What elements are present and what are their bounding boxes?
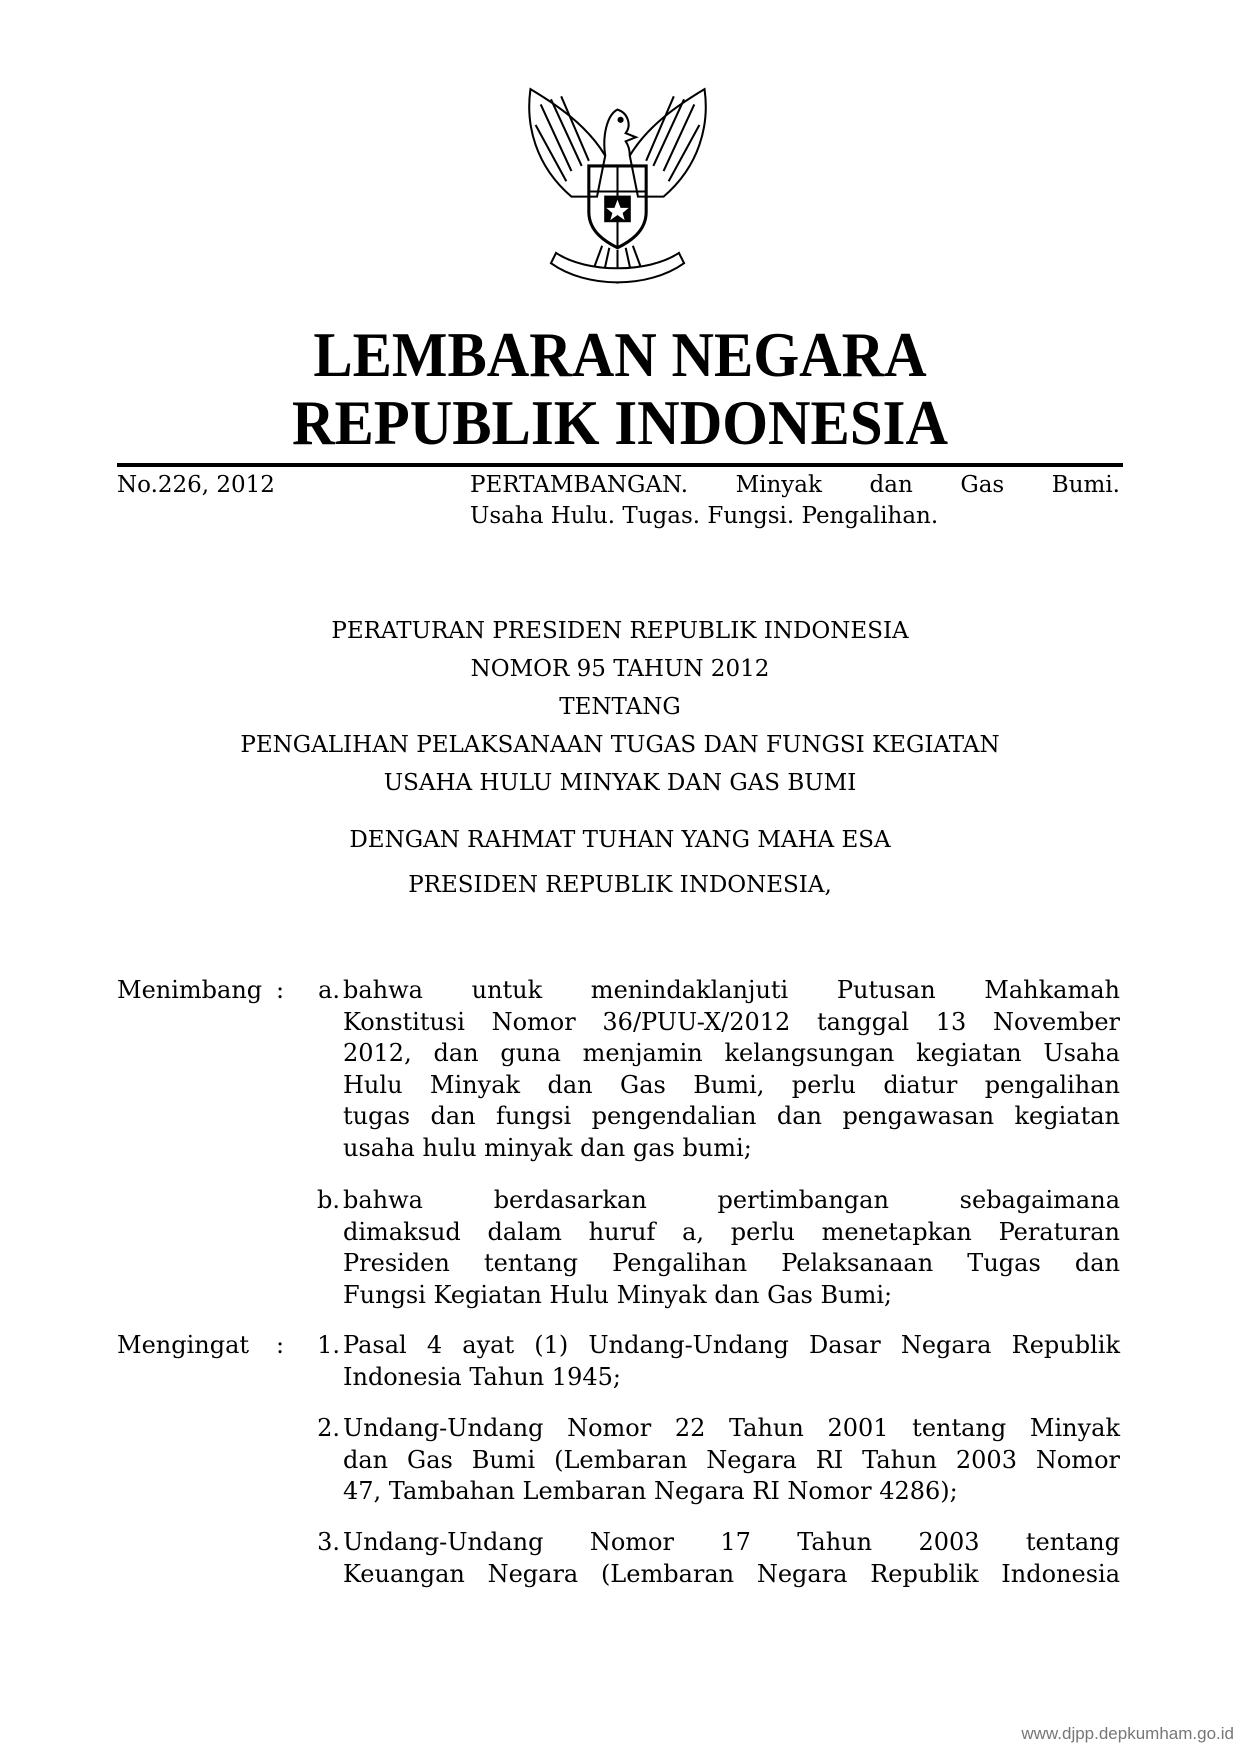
menimbang-item-a (343, 975, 1120, 1164)
garuda-pancasila-emblem (515, 84, 720, 299)
text-line: bahwa untuk menindaklanjuti Putusan Mahkamah (343, 976, 1120, 1004)
text-line: dan Gas Bumi (Lembaran Negara RI Tahun 2003 Nomor (343, 1445, 1120, 1474)
text-line: Hulu Minyak dan Gas Bumi, perlu diatur pengalihan (343, 1070, 1120, 1099)
text-line: Undang-Undang Nomor 17 Tahun 2003 tentang (343, 1528, 1120, 1556)
item-number: 2. (317, 1414, 340, 1442)
item-number: 3. (317, 1528, 340, 1556)
source-watermark: www.djpp.depkumham.go.id (1021, 1724, 1234, 1743)
text-line: Fungsi Kegiatan Hulu Minyak dan Gas Bumi; (343, 1280, 893, 1309)
item-number: a. (318, 976, 340, 1004)
menimbang-label: Menimbang (117, 976, 263, 1004)
text-line: bahwa berdasarkan pertimbangan sebagaimana (343, 1186, 1120, 1214)
text-line: Presiden tentang Pengalihan Pelaksanaan Tugas dan (343, 1249, 1120, 1277)
invocation: DENGAN RAHMAT TUHAN YANG MAHA ESA (349, 827, 891, 853)
gazette-subject-line2: Usaha Hulu. Tugas. Fungsi. Pengalihan. (470, 503, 939, 529)
text-line: Indonesia Tahun 1945; (343, 1362, 621, 1391)
regulation-title: PERATURAN PRESIDEN REPUBLIK INDONESIA (331, 618, 909, 644)
mengingat-item-3 (343, 1527, 1120, 1590)
text-line: 2012, dan guna menjamin kelangsungan kegiatan Usaha (343, 1039, 1120, 1067)
gazette-subject-line1: PERTAMBANGAN. Minyak dan Gas Bumi. (470, 472, 1120, 498)
text-line: Konstitusi Nomor 36/PUU-X/2012 tanggal 13 November (343, 1007, 1120, 1036)
regulation-subject-line1: PENGALIHAN PELAKSANAAN TUGAS DAN FUNGSI KEGIATAN (240, 732, 1000, 758)
mengingat-item-2 (343, 1413, 1120, 1508)
text-line: Pasal 4 ayat (1) Undang-Undang Dasar Negara Republik (343, 1331, 1120, 1359)
mengingat-label: Mengingat (117, 1331, 250, 1359)
president-heading: PRESIDEN REPUBLIK INDONESIA, (408, 872, 832, 898)
text-line: dimaksud dalam huruf a, perlu menetapkan Peraturan (343, 1217, 1120, 1246)
text-line: Keuangan Negara (Lembaran Negara Republik Indonesia (343, 1559, 1120, 1588)
header-divider (117, 463, 1123, 467)
menimbang-colon: : (276, 976, 285, 1004)
gazette-number: No.226, 2012 (117, 472, 275, 498)
text-line: 47, Tambahan Lembaran Negara RI Nomor 4286); (343, 1477, 958, 1505)
regulation-number: NOMOR 95 TAHUN 2012 (470, 656, 770, 682)
text-line: Undang-Undang Nomor 22 Tahun 2001 tentang Minyak (343, 1414, 1120, 1442)
item-number: 1. (317, 1331, 340, 1359)
gazette-title-line2: REPUBLIK INDONESIA (292, 387, 948, 458)
menimbang-item-b (343, 1185, 1120, 1311)
text-line: tugas dan fungsi pengendalian dan pengawasan kegiatan (343, 1102, 1120, 1130)
text-line: usaha hulu minyak dan gas bumi; (343, 1133, 752, 1162)
regulation-subject-line2: USAHA HULU MINYAK DAN GAS BUMI (383, 770, 857, 796)
mengingat-item-1 (343, 1330, 1120, 1393)
gazette-title-line1: LEMBARAN NEGARA (313, 319, 927, 390)
regulation-tentang: TENTANG (559, 694, 681, 720)
item-number: b. (317, 1186, 340, 1214)
mengingat-colon: : (276, 1331, 285, 1359)
